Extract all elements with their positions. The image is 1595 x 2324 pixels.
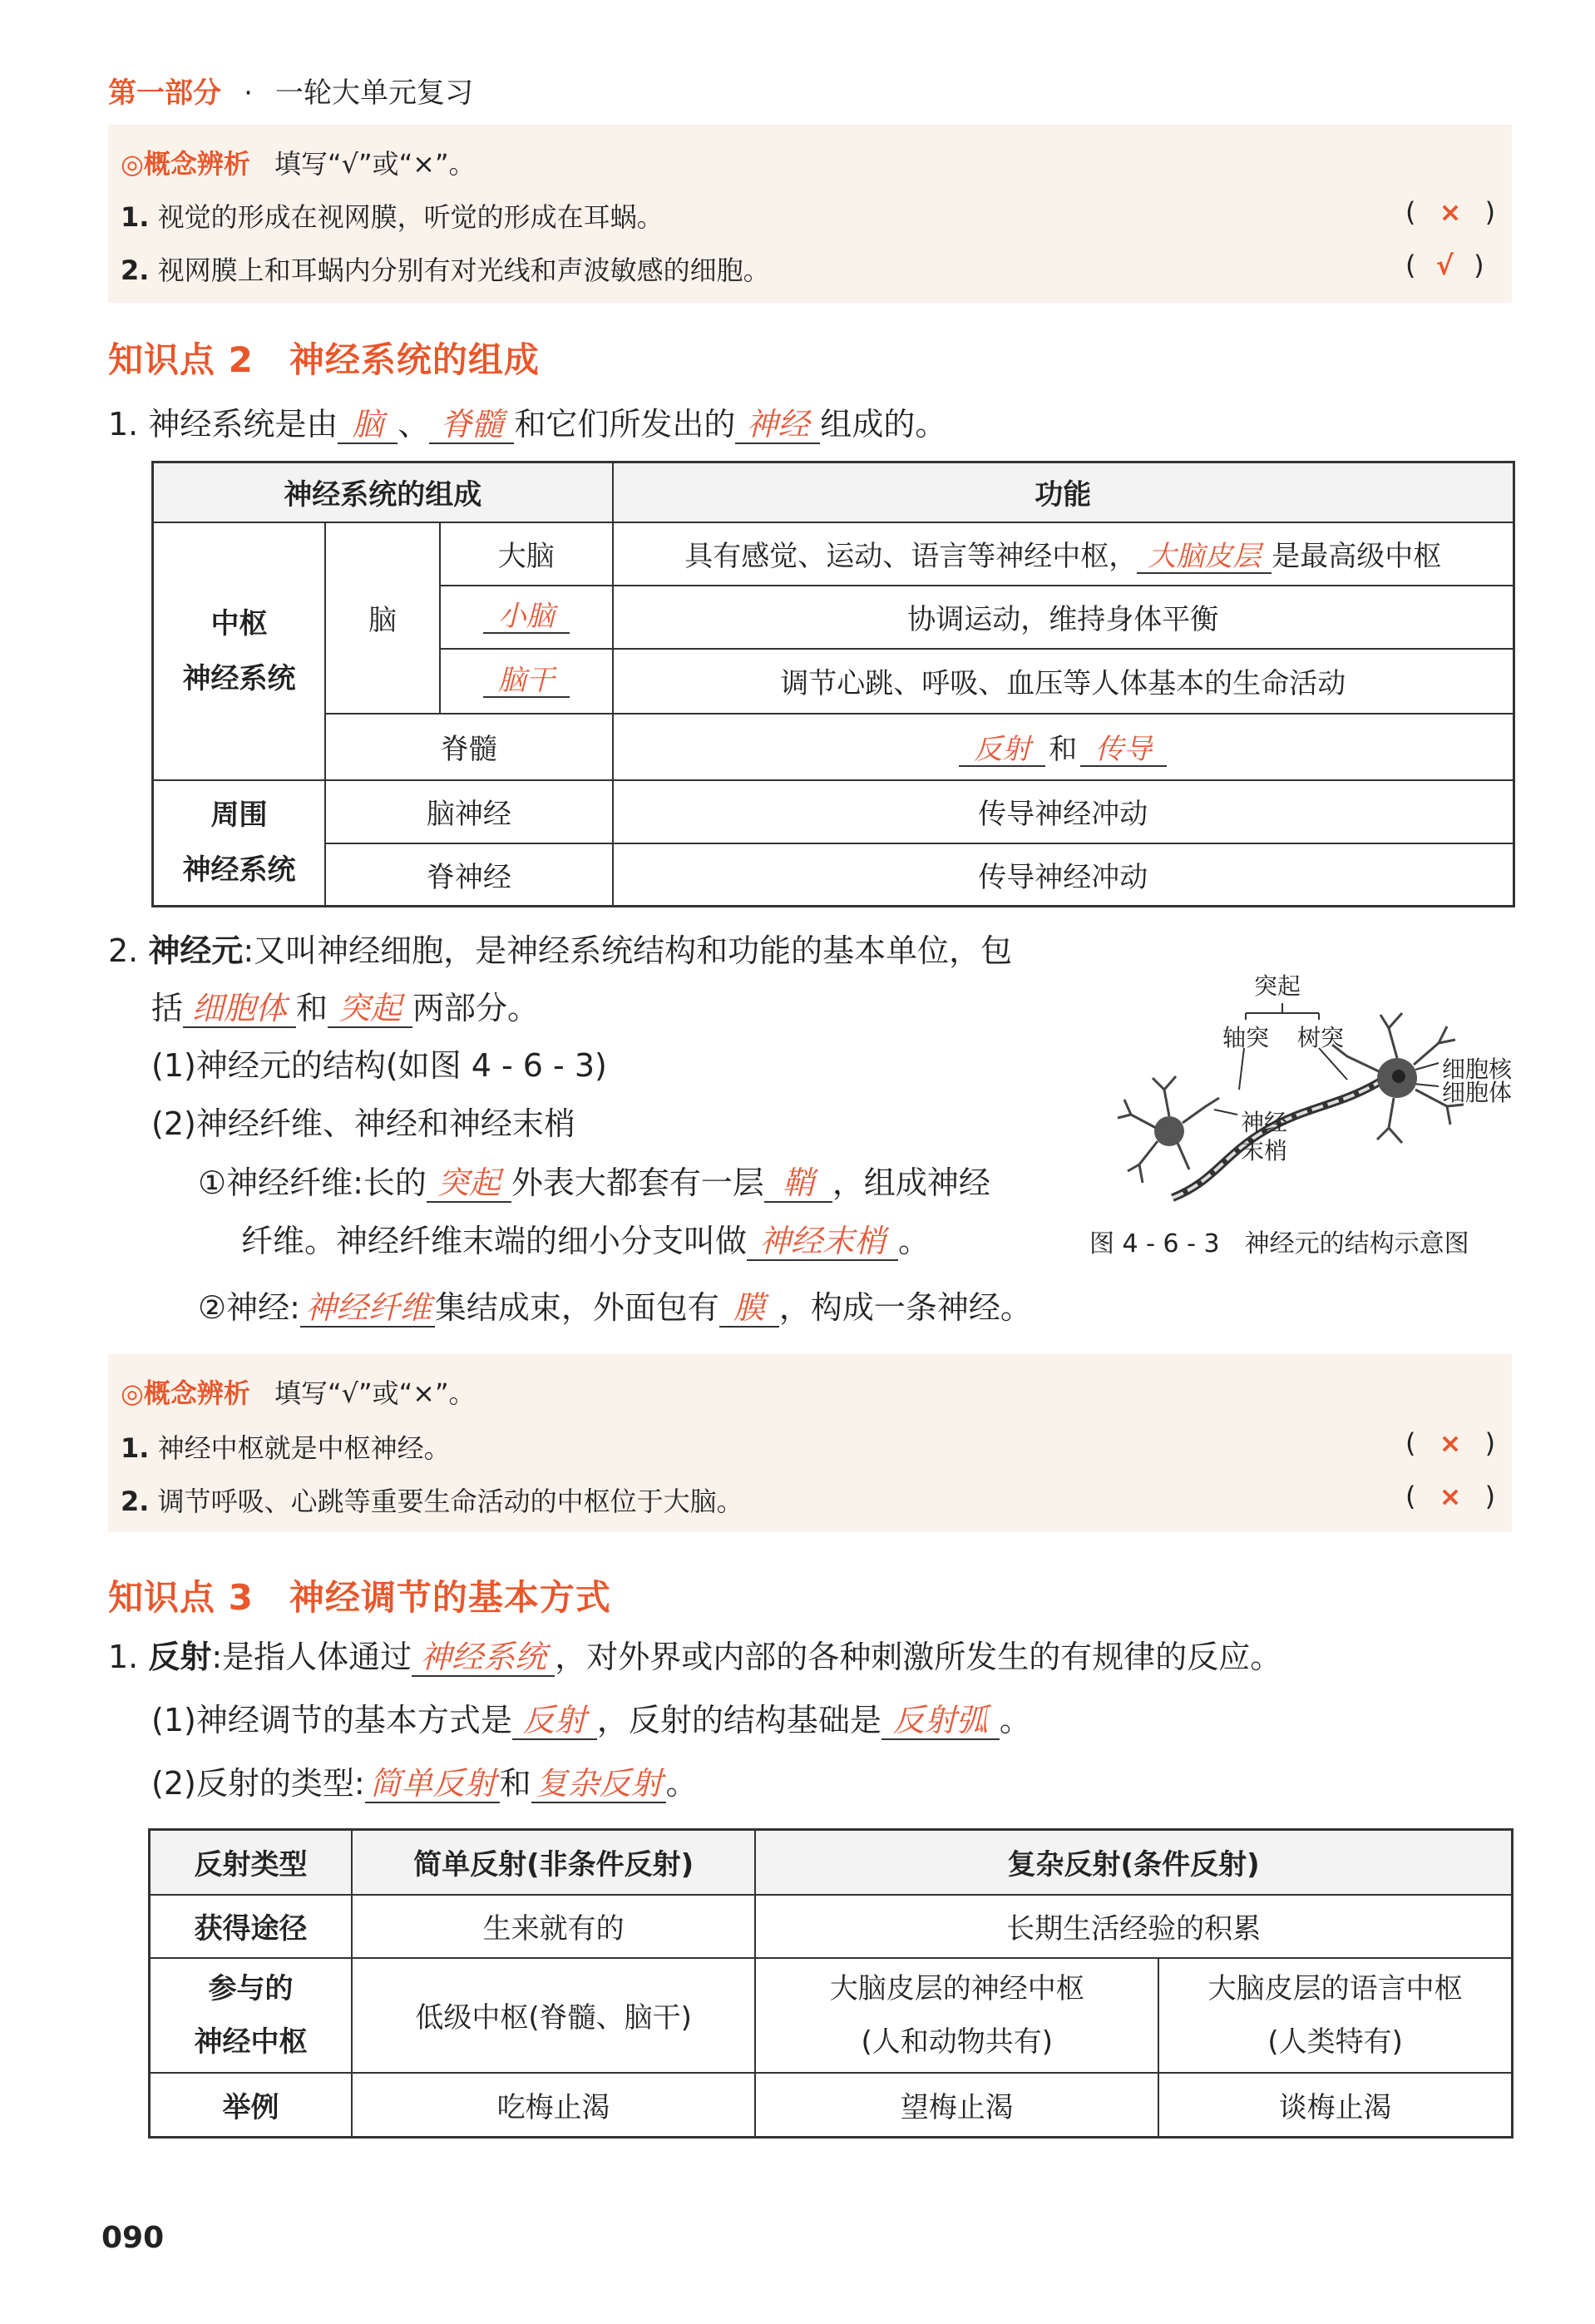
cell-cranial: 脑神经: [325, 780, 613, 843]
page-header: [108, 70, 473, 111]
text: ，构成一条神经。: [778, 1289, 1032, 1326]
k2-line5: [198, 1166, 990, 1203]
cell-spinal-nerve-function: 传导神经冲动: [613, 843, 1514, 907]
cell-brainstem-function: 调节心跳、呼吸、血压等人体基本的生命活动: [613, 649, 1514, 714]
cell-cranial-function: 传导神经冲动: [613, 780, 1514, 843]
concept2-instruction: 填写“√”或“×”。: [274, 1377, 476, 1409]
text: ，反射的结构基础是: [596, 1702, 881, 1738]
text: 是最高级中枢: [1272, 539, 1442, 573]
cell-acquire-complex: 长期生活经验的积累: [755, 1895, 1512, 1958]
cell-central: [153, 522, 326, 780]
text: 大脑皮层的语言中枢: [1207, 1971, 1463, 2005]
cell-center-label: [150, 1958, 353, 2073]
answer-blank: 小脑: [483, 601, 570, 634]
cell-example-complex-1: 望梅止渴: [755, 2073, 1158, 2138]
concept2-item-1: [121, 1427, 451, 1466]
answer-blank: 反射: [959, 734, 1045, 767]
cell-acquire-label: 获得途径: [150, 1895, 353, 1958]
answer-blank: 脑: [338, 408, 398, 444]
text: 外表大都套有一层: [511, 1164, 764, 1201]
answer-blank: 传导: [1080, 734, 1167, 767]
item-text: 神经中枢就是中枢神经。: [157, 1432, 451, 1464]
peripheral-label-1: 周围: [210, 799, 268, 833]
text: 1. 神经系统是由: [108, 406, 338, 443]
text: 大脑皮层的神经中枢: [829, 1971, 1084, 2005]
text: ①神经纤维:长的: [198, 1164, 427, 1201]
concept1-item-2: [121, 250, 770, 288]
cell-example-simple: 吃梅止渴: [352, 2073, 755, 2138]
label-nerve-ending-2: 末梢: [1241, 1137, 1288, 1164]
text: ，对外界或内部的各种刺激所发生的有规律的反应。: [555, 1639, 1282, 1675]
cell-center-complex-2: [1158, 1958, 1512, 2073]
nervous-system-table: [151, 461, 1515, 907]
answer-mark: ×: [1439, 196, 1462, 228]
central-label-1: 中枢: [210, 606, 268, 640]
concept1-title: ◎概念辨析: [121, 148, 250, 180]
answer-blank: 细胞体: [183, 991, 296, 1028]
text: 。: [999, 1702, 1031, 1738]
concept2-title: ◎概念辨析: [121, 1377, 250, 1409]
answer-blank: 复杂反射: [531, 1767, 666, 1803]
k2-line1: [108, 408, 946, 444]
cell-cerebrum: 大脑: [440, 522, 613, 586]
text: 和: [499, 1765, 531, 1802]
cell-cerebrum-function: [613, 522, 1514, 586]
text: 和它们所发出的: [514, 406, 736, 443]
answer-mark: ×: [1439, 1427, 1462, 1459]
k3-line3: [151, 1767, 698, 1803]
concept1-answer-2: ( √ ): [1405, 250, 1484, 281]
central-label-2: 神经系统: [182, 661, 296, 695]
text: 括: [151, 990, 184, 1026]
k2-line2b: [151, 991, 539, 1028]
text: :又叫神经细胞，是神经系统结构和功能的基本单位，包: [243, 932, 1013, 969]
cell-center-simple: 低级中枢(脊髓、脑干): [352, 1958, 755, 2073]
label-cell-body: 细胞体: [1442, 1079, 1513, 1106]
text: 和: [296, 990, 328, 1026]
k2-line7: [198, 1291, 1032, 1328]
k3-line1: [108, 1640, 1281, 1677]
text: (1)神经调节的基本方式是: [151, 1702, 512, 1738]
answer-blank: 鞘: [764, 1166, 832, 1203]
k3-title: 知识点 3 神经调节的基本方式: [108, 1577, 611, 1618]
concept1-item-1: [121, 196, 664, 235]
k3-line2: [151, 1703, 1031, 1740]
th-complex-reflex: 复杂反射(条件反射): [755, 1830, 1512, 1895]
text: 具有感觉、运动、语言等神经中枢，: [684, 539, 1138, 573]
label-process: 突起: [1254, 972, 1301, 1000]
answer-mark: √: [1435, 250, 1454, 281]
text: (人和动物共有): [861, 2025, 1053, 2059]
k2-line6: [241, 1224, 930, 1261]
label-nerve-ending-1: 神经: [1241, 1109, 1288, 1136]
concept1-answer-1: ( × ): [1405, 196, 1496, 228]
concept2-answer-1: ( × ): [1405, 1427, 1496, 1459]
text: (2)反射的类型:: [151, 1765, 365, 1802]
concept1-instruction: 填写“√”或“×”。: [274, 148, 476, 180]
cell-acquire-simple: 生来就有的: [352, 1895, 755, 1958]
text: ②神经:: [198, 1289, 300, 1326]
text: 纤维。神经纤维末端的细小分支叫做: [241, 1223, 748, 1259]
item-text: 调节呼吸、心跳等重要生命活动的中枢位于大脑。: [157, 1486, 743, 1517]
label-axon: 轴突: [1222, 1024, 1270, 1051]
answer-blank: 膜: [719, 1291, 779, 1328]
k2-line4: (2)神经纤维、神经和神经末梢: [151, 1105, 575, 1142]
header-dot: ·: [244, 77, 253, 110]
header-part: 第一部分: [108, 77, 221, 110]
answer-blank: 神经系统: [412, 1640, 555, 1677]
th-simple-reflex: 简单反射(非条件反射): [352, 1830, 755, 1895]
table-header-composition: 神经系统的组成: [153, 462, 613, 522]
answer-blank: 脊髓: [429, 408, 514, 444]
concept2-heading: [121, 1372, 476, 1411]
center-label-1: 参与的: [208, 1971, 294, 2005]
th-reflex-type: 反射类型: [150, 1830, 353, 1895]
page-number: 090: [101, 2221, 165, 2255]
answer-blank: 反射弧: [881, 1703, 1000, 1740]
cell-example-label: 举例: [150, 2073, 353, 2138]
text: (人类特有): [1267, 2025, 1403, 2059]
label-dendrite: 树突: [1297, 1024, 1345, 1051]
text: 、: [398, 406, 430, 443]
text: 2.: [108, 932, 139, 969]
peripheral-label-2: 神经系统: [182, 853, 296, 888]
cell-spinal-nerve: 脊神经: [325, 843, 613, 907]
k2-title: 知识点 2 神经系统的组成: [108, 339, 540, 380]
concept2-item-2: [121, 1481, 743, 1519]
text: 组成的。: [820, 406, 947, 443]
item-number: 2.: [121, 255, 150, 286]
answer-blank: 突起: [427, 1166, 511, 1203]
cell-brain: 脑: [325, 522, 440, 714]
answer-blank: 大脑皮层: [1137, 541, 1272, 574]
figure-caption: 图 4 - 6 - 3 神经元的结构示意图: [1089, 1229, 1469, 1258]
cell-spinal: 脊髓: [325, 714, 613, 780]
text: ，组成神经: [832, 1164, 990, 1201]
text: :是指人体通过: [211, 1639, 412, 1675]
text: 。: [665, 1765, 698, 1802]
term: 神经元: [148, 932, 244, 969]
center-label-2: 神经中枢: [194, 2025, 308, 2059]
answer-blank: 神经末梢: [747, 1224, 898, 1261]
answer-blank: 简单反射: [365, 1767, 500, 1803]
answer-mark: ×: [1439, 1481, 1462, 1512]
header-title: 一轮大单元复习: [275, 77, 473, 110]
cell-peripheral: [153, 780, 326, 907]
text: 两部分。: [412, 990, 540, 1026]
text: 。: [898, 1223, 931, 1259]
table-header-function: 功能: [613, 462, 1514, 522]
k2-line2a: [108, 932, 1013, 969]
cell-cerebellum: [440, 586, 613, 649]
text: 集结成束，外面包有: [434, 1289, 719, 1326]
concept2-answer-2: ( × ): [1405, 1481, 1496, 1512]
text: 1.: [108, 1639, 139, 1675]
item-text: 视觉的形成在视网膜，听觉的形成在耳蜗。: [157, 201, 664, 233]
cell-spinal-function: [613, 714, 1514, 780]
concept1-heading: [121, 143, 476, 181]
answer-blank: 神经: [735, 408, 820, 444]
cell-example-complex-2: 谈梅止渴: [1158, 2073, 1512, 2138]
answer-blank: 脑干: [483, 665, 570, 698]
reflex-table: [148, 1828, 1514, 2139]
cell-cerebellum-function: 协调运动，维持身体平衡: [613, 586, 1514, 649]
item-number: 2.: [121, 1486, 150, 1517]
neuron-figure: [1098, 965, 1530, 1239]
answer-blank: 突起: [328, 991, 412, 1028]
text: 和: [1049, 732, 1078, 766]
item-number: 1.: [121, 1432, 150, 1464]
item-text: 视网膜上和耳蜗内分别有对光线和声波敏感的细胞。: [157, 255, 770, 286]
cell-center-complex-1: [755, 1958, 1158, 2073]
answer-blank: 反射: [512, 1703, 597, 1740]
answer-blank: 神经纤维: [300, 1291, 435, 1328]
k2-line3: (1)神经元的结构(如图 4 - 6 - 3): [151, 1047, 607, 1084]
term: 反射: [148, 1639, 212, 1675]
item-number: 1.: [121, 201, 150, 233]
cell-brainstem: [440, 649, 613, 714]
label-nucleus: 细胞核: [1442, 1056, 1513, 1083]
